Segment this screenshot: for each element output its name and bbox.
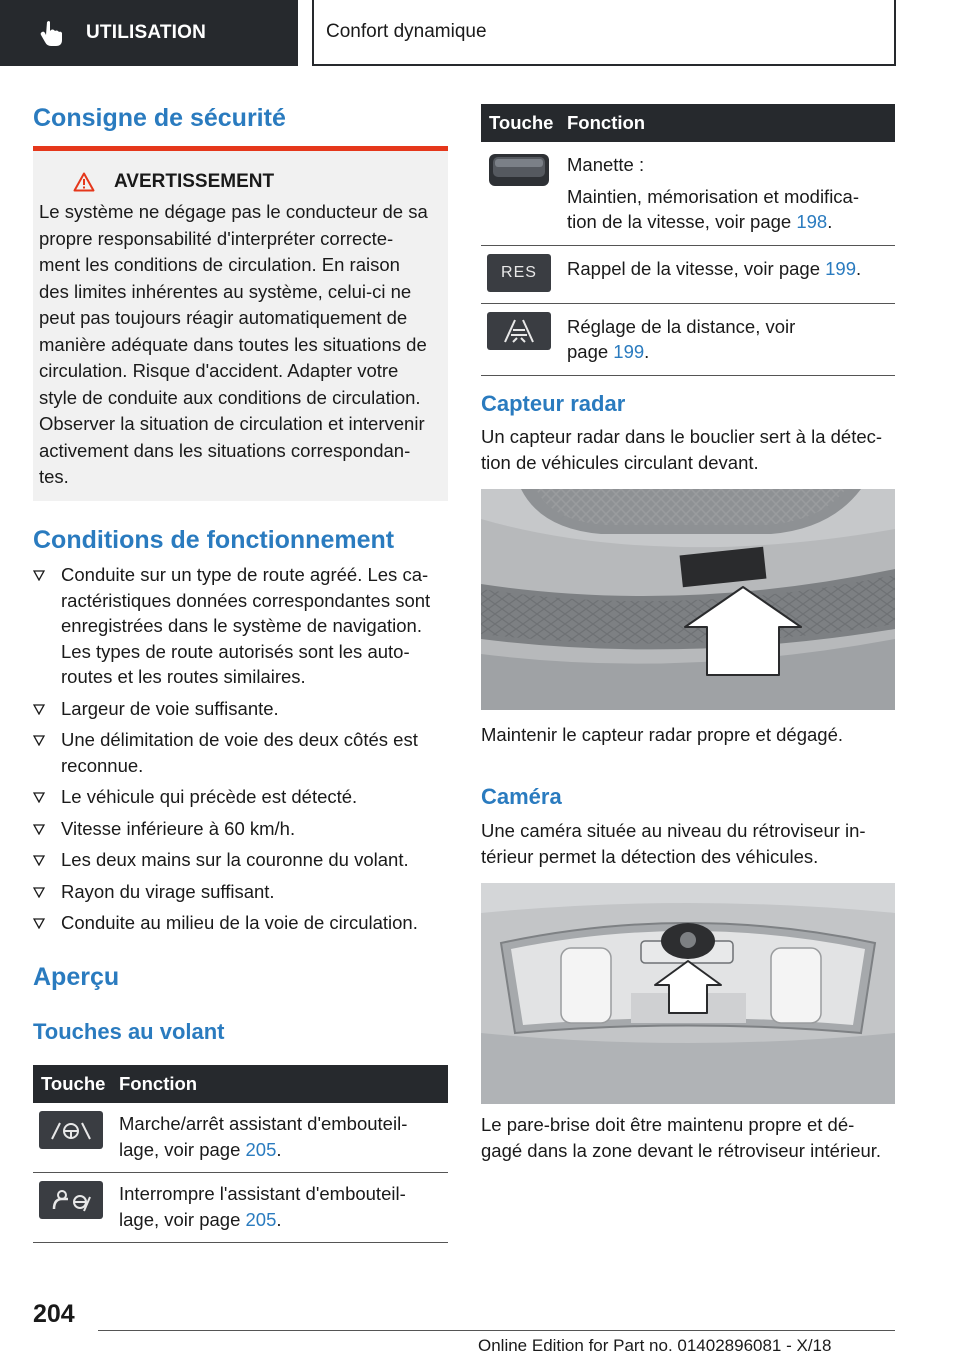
list-item: Une délimitation de voie des deux côtés est reconnue.	[33, 727, 448, 778]
triangle-bullet-icon	[33, 824, 45, 835]
footer-divider	[98, 1330, 895, 1331]
camera-image	[481, 883, 895, 1104]
warning-box	[33, 146, 448, 501]
page-link[interactable]: 199	[613, 341, 645, 362]
page-link[interactable]: 198	[796, 211, 828, 232]
table-row: Réglage de la distance, voir page 199.	[481, 303, 895, 375]
traffic-jam-assist-icon	[39, 1111, 103, 1149]
distance-icon	[487, 312, 551, 350]
conditions-heading: Conditions de fonctionnement	[33, 526, 395, 554]
triangle-bullet-icon	[33, 570, 45, 581]
chapter-tab	[312, 0, 896, 66]
res-button-icon: RES	[487, 254, 551, 292]
list-item: Vitesse inférieure à 60 km/h.	[33, 816, 448, 842]
page-link[interactable]: 205	[245, 1138, 277, 1160]
warning-text: Le système ne dégage pas le conducteur de sa propre responsabilité d'interpréter correcte- ment les conditions de circulation. En raison des limites inhérentes au système, celui-ci ne peut pas toujours réagir automatiquement de manière adéquate dans toutes les situations de circulation. Risque d'accident. Adapter votre style de conduite aux conditions de circulation. Observer la situation de circulation et intervenir activement dans les situations correspondan- tes.	[39, 201, 428, 487]
warning-label: AVERTISSEMENT	[114, 171, 275, 192]
list-item: Conduite au milieu de la voie de circulation.	[33, 910, 448, 936]
page-link[interactable]: 199	[825, 257, 856, 279]
triangle-bullet-icon	[33, 704, 45, 715]
list-item: Rayon du virage suffisant.	[33, 879, 448, 905]
table-row: RES Rappel de la vitesse, voir page 199.	[481, 245, 895, 303]
overview-heading: Aperçu	[33, 963, 120, 991]
triangle-bullet-icon	[33, 887, 45, 898]
page-link[interactable]: 205	[245, 1208, 277, 1230]
page-number: 204	[33, 1300, 75, 1328]
col-header-key: Touche	[33, 1065, 119, 1103]
triangle-bullet-icon	[33, 792, 45, 803]
camera-heading: Caméra	[481, 784, 562, 809]
triangle-bullet-icon	[33, 855, 45, 866]
triangle-bullet-icon	[33, 918, 45, 929]
list-item: Les deux mains sur la couronne du volant.	[33, 847, 448, 873]
table-row: Manette : Maintien, mémorisation et modifica- tion de la vitesse, voir page 198.	[481, 142, 895, 245]
section-title: UTILISATION	[86, 22, 207, 43]
col-header-function: Fonction	[119, 1065, 448, 1103]
table-row: Interrompre l'assistant d'embouteil- lage, voir page 205.	[33, 1173, 448, 1243]
col-header-function: Fonction	[567, 104, 895, 142]
edition-note: Online Edition for Part no. 01402896081 - X/18	[478, 1336, 832, 1355]
radar-sensor-image	[481, 489, 895, 710]
camera-caption: Le pare-brise doit être maintenu propre et dé- gagé dans la zone devant le rétroviseur intérieur.	[481, 1114, 882, 1161]
camera-text: Une caméra située au niveau du rétroviseur in- térieur permet la détection des véhicules.	[481, 820, 866, 867]
radar-text: Un capteur radar dans le bouclier sert à la détec- tion de véhicules circulant devant.	[481, 426, 883, 473]
radar-heading: Capteur radar	[481, 391, 626, 416]
steering-keys-table	[33, 1065, 448, 1243]
page-header	[0, 0, 960, 66]
speed-keys-table	[481, 104, 895, 376]
radar-caption: Maintenir le capteur radar propre et dégagé.	[481, 724, 843, 745]
list-item: Conduite sur un type de route agréé. Les ca- ractéristiques données correspondantes sont enregistrées dans le système de navigation. Les types de route autorisés sont les auto- routes et les routes similaires.	[33, 562, 448, 690]
triangle-bullet-icon	[33, 735, 45, 746]
warning-triangle-icon	[73, 172, 95, 192]
list-item: Largeur de voie suffisante.	[33, 696, 448, 722]
list-item: Le véhicule qui précède est détecté.	[33, 784, 448, 810]
rocker-switch-icon	[487, 150, 551, 190]
chapter-title: Confort dynamique	[326, 21, 487, 42]
table-row: Marche/arrêt assistant d'embouteil- lage, voir page 205.	[33, 1103, 448, 1173]
conditions-list	[33, 562, 448, 942]
col-header-key: Touche	[481, 104, 567, 142]
safety-heading: Consigne de sécurité	[33, 104, 286, 132]
traffic-jam-interrupt-icon	[39, 1181, 103, 1219]
steering-keys-heading: Touches au volant	[33, 1019, 225, 1044]
section-tab	[0, 0, 298, 66]
hand-pointer-icon	[40, 20, 62, 46]
